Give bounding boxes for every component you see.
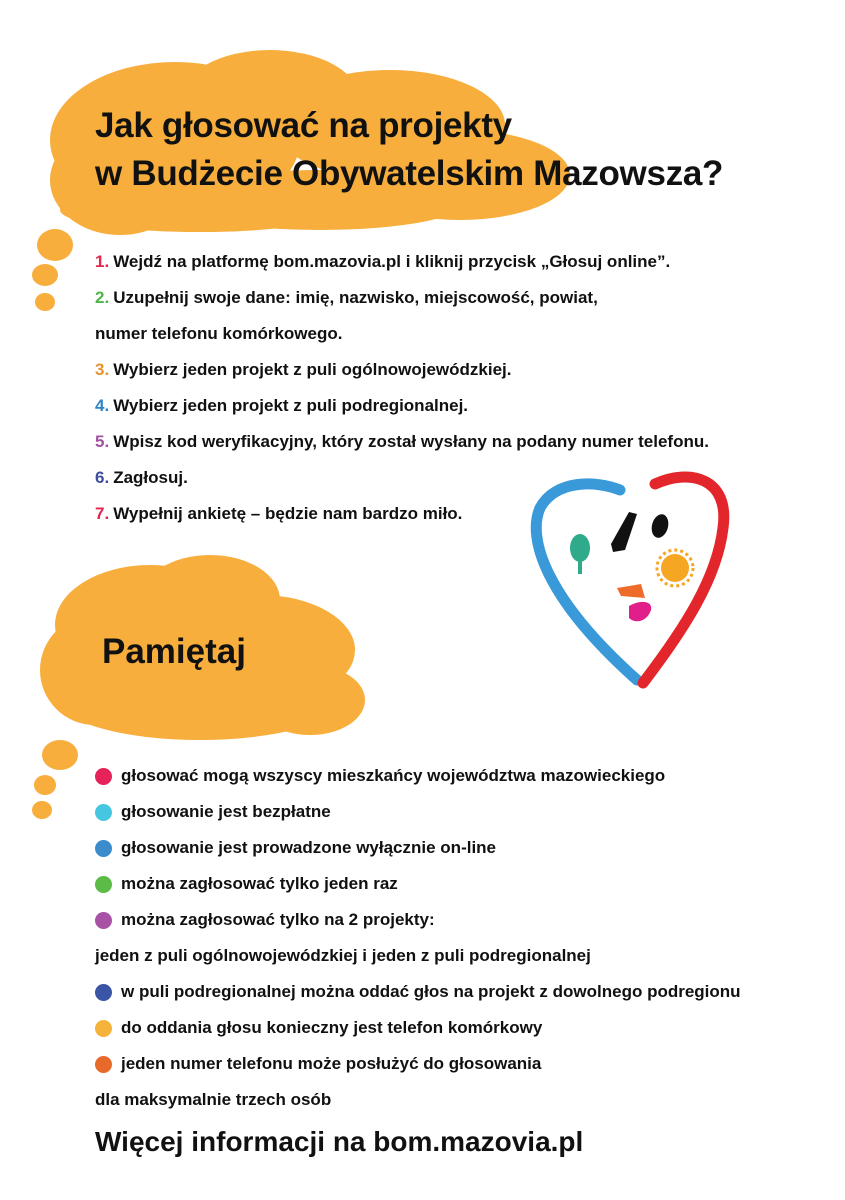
rule-item-continuation [95, 938, 741, 974]
bullet-dot-icon [95, 876, 112, 893]
heart-right-stroke [643, 477, 724, 683]
mouth-top-icon [617, 584, 645, 598]
step-text: Wybierz jeden projekt z puli ogólnowojewódzkiej. [113, 360, 512, 379]
bullet-dot-icon [95, 768, 112, 785]
step-2 [95, 280, 709, 316]
tree-icon [570, 534, 590, 574]
title-line-1: Jak głosować na projekty [95, 106, 512, 145]
rule-item [95, 1010, 741, 1046]
bullet-dot-icon [95, 1056, 112, 1073]
rule-item [95, 1046, 741, 1082]
rule-item [95, 794, 741, 830]
rule-item [95, 758, 741, 794]
step-number: 5. [95, 432, 110, 451]
rule-text: można zagłosować tylko na 2 projekty: [121, 910, 435, 929]
rule-text: jeden z puli ogólnowojewódzkiej i jeden z puli podregionalnej [95, 946, 591, 965]
heart-face-logo [525, 468, 735, 698]
step-text: Zagłosuj. [113, 468, 188, 487]
rule-text: dla maksymalnie trzech osób [95, 1090, 332, 1109]
heart-left-stroke [536, 484, 637, 680]
mouth-bottom-icon [629, 602, 651, 621]
rule-text: głosowanie jest bezpłatne [121, 802, 331, 821]
rules-list [95, 758, 741, 1118]
remember-heading: Pamiętaj [102, 632, 246, 671]
rule-item [95, 830, 741, 866]
nose-icon [611, 512, 637, 552]
title-line-2: w Budżecie Obywatelskim Mazowsza? [95, 154, 724, 193]
step-1 [95, 244, 709, 280]
rule-text: można zagłosować tylko jeden raz [121, 874, 398, 893]
step-number: 7. [95, 504, 110, 523]
step-number: 3. [95, 360, 110, 379]
step-text: Wpisz kod weryfikacyjny, który został wysłany na podany numer telefonu. [113, 432, 709, 451]
step-number: 6. [95, 468, 110, 487]
sun-icon [657, 550, 693, 586]
bullet-dot-icon [95, 912, 112, 929]
step-number: 1. [95, 252, 110, 271]
step-3 [95, 352, 709, 388]
bullet-dot-icon [95, 804, 112, 821]
eye-icon [649, 512, 671, 539]
step-number: 2. [95, 288, 110, 307]
bullet-dot-icon [95, 984, 112, 1001]
rule-text: głosowanie jest prowadzone wyłącznie on-line [121, 838, 497, 857]
more-info-footer: Więcej informacji na bom.mazovia.pl [95, 1126, 584, 1157]
rule-item [95, 902, 741, 938]
bullet-dot-icon [95, 840, 112, 857]
rule-text: jeden numer telefonu może posłużyć do głosowania [121, 1054, 542, 1073]
step-5 [95, 424, 709, 460]
step-text: Wybierz jeden projekt z puli podregionalnej. [113, 396, 469, 415]
step-text: Uzupełnij swoje dane: imię, nazwisko, miejscowość, powiat, [113, 288, 598, 307]
step-text: Wejdź na platformę bom.mazovia.pl i kliknij przycisk „Głosuj online”. [113, 252, 671, 271]
step-number: 4. [95, 396, 110, 415]
rule-text: do oddania głosu konieczny jest telefon komórkowy [121, 1018, 543, 1037]
rule-text: w puli podregionalnej można oddać głos na projekt z dowolnego podregionu [121, 982, 741, 1001]
rule-text: głosować mogą wszyscy mieszkańcy województwa mazowieckiego [121, 766, 666, 785]
step-text: Wypełnij ankietę – będzie nam bardzo miło. [113, 504, 463, 523]
rule-item [95, 974, 741, 1010]
step-4 [95, 388, 709, 424]
step-text: numer telefonu komórkowego. [95, 324, 343, 343]
page-title [95, 102, 723, 198]
rule-item-continuation [95, 1082, 741, 1118]
rule-item [95, 866, 741, 902]
step-2-continuation [95, 316, 709, 352]
bullet-dot-icon [95, 1020, 112, 1037]
